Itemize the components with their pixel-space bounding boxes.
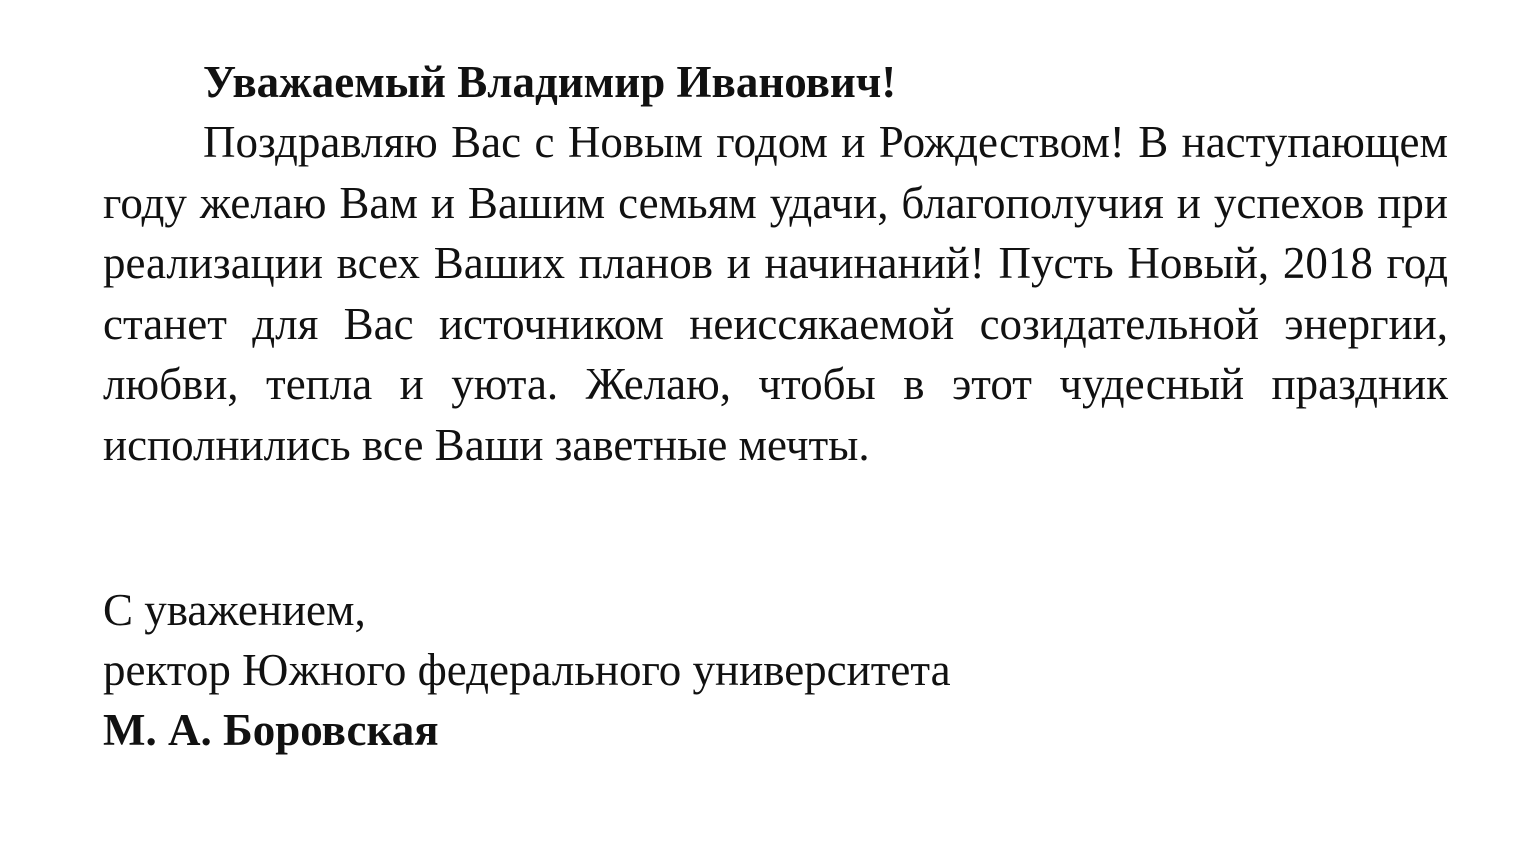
letter-salutation: Уважаемый Владимир Иванович! [203,57,897,107]
signer-name: М. А. Боровская [103,705,439,755]
letter-body: Поздравляю Вас с Новым годом и Рождеством! В наступающем году желаю Вам и Вашим семьям удачи, благополучия и успехов при реализации всех Ваших планов и начинаний! Пусть Новый, 2018 год станет для Вас источником неиссякаемой созидательной энергии, любви, тепла и уюта. Желаю, чтобы в этот чудесный праздник исполнились все Ваши заветные мечты. [103,117,1448,470]
signer-title: ректор Южного федерального университета [103,645,951,695]
letter-closing: С уважением, [103,585,366,635]
